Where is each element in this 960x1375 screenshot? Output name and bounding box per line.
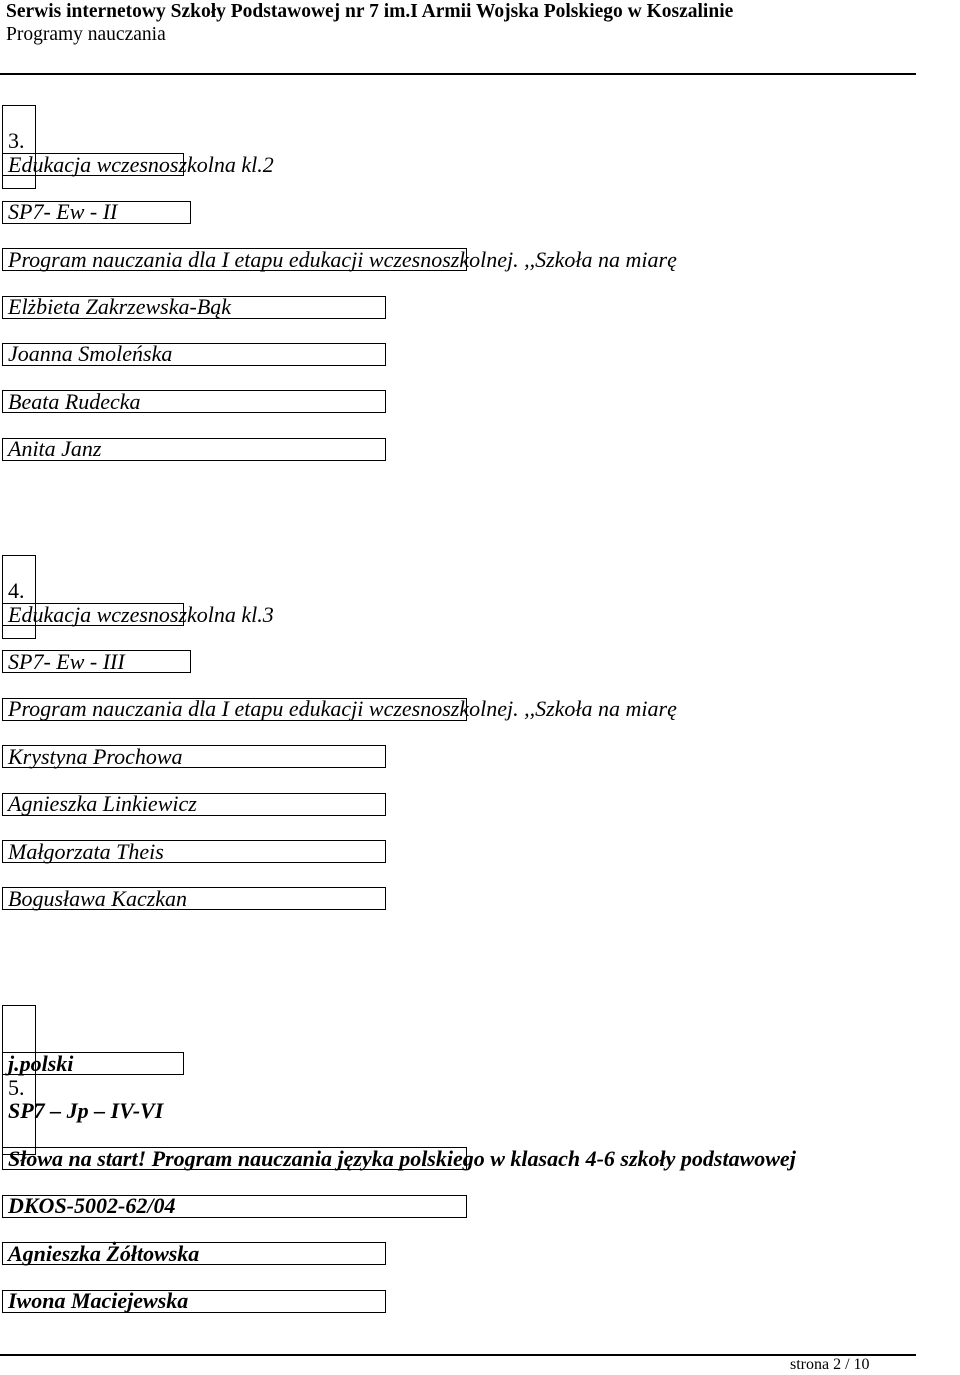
entry-author: Anita Janz [8,436,102,461]
entry-number: 4. [8,578,25,603]
page-header-title: Serwis internetowy Szkoły Podstawowej nr 7 im.I Armii Wojska Polskiego w Koszalinie [6,1,734,22]
entry-author: Bogusława Kaczkan [8,886,188,911]
entry-program: Program nauczania dla I etapu edukacji wczesnoszkolnej. ,,Szkoła na miarę [8,696,677,721]
entry-number: 5. [8,1075,25,1100]
entry-code: SP7- Ew - II [8,199,118,224]
entry-code: SP7 – Jp – IV-VI [8,1098,164,1123]
entry-author: Elżbieta Zakrzewska-Bąk [8,294,232,319]
page-number: strona 2 / 10 [790,1356,870,1373]
entry-author: Agnieszka Żółtowska [8,1241,200,1266]
footer-divider [0,1354,916,1356]
page-header-subtitle: Programy nauczania [6,24,166,45]
header-divider [0,73,916,75]
entry-author: Agnieszka Linkiewicz [8,791,197,816]
entry-code: SP7- Ew - III [8,649,125,674]
entry-subject: Edukacja wczesnoszkolna kl.3 [8,602,274,627]
entry-subject: Edukacja wczesnoszkolna kl.2 [8,152,274,177]
entry-author: Krystyna Prochowa [8,744,183,769]
entry-author: Joanna Smoleńska [8,341,173,366]
entry-program: Słowa na start! Program nauczania języka polskiego w klasach 4-6 szkoły podstawowej [8,1146,796,1171]
entry-author: Beata Rudecka [8,389,141,414]
entry-number: 3. [8,128,25,153]
entry-author: Małgorzata Theis [8,839,164,864]
entry-author: Iwona Maciejewska [8,1288,189,1313]
entry-subject: j.polski [8,1051,74,1076]
entry-program: Program nauczania dla I etapu edukacji wczesnoszkolnej. ,,Szkoła na miarę [8,247,677,272]
entry-approval: DKOS-5002-62/04 [8,1193,176,1218]
